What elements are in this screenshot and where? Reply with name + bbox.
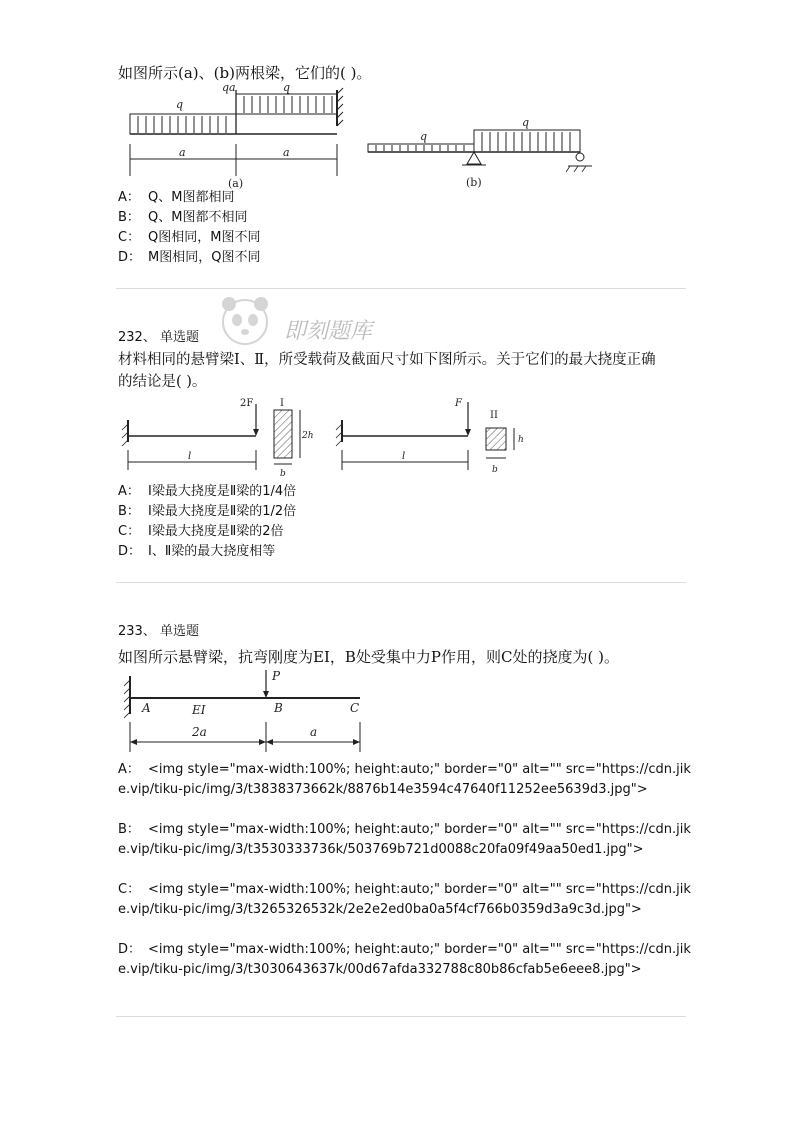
q233-c-label: C	[350, 701, 360, 715]
option-text: Q图相同，M图不同	[148, 230, 261, 245]
option-key: A：	[118, 762, 140, 777]
q233-dim2: a	[310, 725, 318, 739]
q231-b-q-left-label: q	[420, 130, 428, 143]
q232-b2: b	[492, 465, 498, 475]
q231-option-b[interactable]	[118, 208, 247, 228]
q231-a-caption: (a)	[228, 177, 244, 190]
option-key: B：	[118, 504, 140, 519]
q231-option-c[interactable]	[118, 228, 260, 248]
option-text: <img style="max-width:100%; height:auto;" border="0" alt="" src="https://cdn.jike.vip/tiku-pic/img/3/t3265326532k/2e2e2ed0ba0a5f4cf766b0359d3a9c3d.jpg">	[118, 882, 691, 917]
q232-sec1: I	[280, 398, 284, 409]
q231-b-q-right-label: q	[522, 116, 530, 129]
question-number: 233、	[118, 624, 156, 639]
q233-stem: 如图所示悬臂梁，抗弯刚度为EI，B处受集中力P作用，则C处的挠度为( )。	[118, 648, 619, 666]
option-text: <img style="max-width:100%; height:auto;" border="0" alt="" src="https://cdn.jike.vip/tiku-pic/img/3/t3838373662k/8876b14e3594c47640f11252ee5639d3.jpg">	[118, 762, 691, 797]
option-key: D：	[118, 544, 142, 559]
option-key: B：	[118, 822, 140, 837]
option-text: Ⅰ梁最大挠度是Ⅱ梁的1/4倍	[148, 484, 297, 499]
divider	[116, 582, 686, 583]
q232-option-c[interactable]	[118, 522, 284, 542]
q233-option-b[interactable]	[118, 820, 698, 860]
q232-b1: b	[280, 469, 286, 479]
q233-option-c[interactable]	[118, 880, 698, 920]
option-key: C：	[118, 230, 141, 245]
option-key: D：	[118, 250, 142, 265]
q231-a-q-right-label: q	[283, 81, 291, 94]
option-key: B：	[118, 210, 140, 225]
question-type: 单选题	[159, 330, 199, 345]
q231-stem: 如图所示(a)、(b)两根梁，它们的( )。	[118, 64, 372, 82]
q232-option-d[interactable]	[118, 542, 275, 562]
q233-header	[118, 620, 199, 639]
watermark	[215, 290, 275, 354]
q232-sec2: II	[490, 410, 498, 421]
q232-h2: h	[518, 435, 524, 445]
option-text: <img style="max-width:100%; height:auto;" border="0" alt="" src="https://cdn.jike.vip/tiku-pic/img/3/t3030643637k/00d67afda332788c80b86cfab5e6eee8.jpg">	[118, 942, 691, 977]
q231-a-dim-right: a	[283, 146, 290, 159]
q231-a-q-left-label: q	[176, 98, 184, 111]
option-text: Ⅰ、Ⅱ梁的最大挠度相等	[148, 544, 276, 559]
q232-header	[118, 326, 199, 345]
q232-option-a[interactable]	[118, 482, 296, 502]
q231-option-a[interactable]	[118, 188, 234, 208]
q233-ei-label: EI	[192, 703, 206, 717]
q232-figure	[118, 390, 538, 482]
q231-a-qa-label: qa	[222, 81, 236, 94]
option-key: A：	[118, 484, 140, 499]
divider	[116, 288, 686, 289]
q231-option-d[interactable]	[118, 248, 260, 268]
q232-option-b[interactable]	[118, 502, 296, 522]
option-key: C：	[118, 524, 141, 539]
question-number: 232、	[118, 330, 156, 345]
q233-dim1: 2a	[192, 725, 207, 739]
option-text: <img style="max-width:100%; height:auto;" border="0" alt="" src="https://cdn.jike.vip/tiku-pic/img/3/t3530333736k/503769b721d0088c20fa09f49aa50ed1.jpg">	[118, 822, 691, 857]
option-text: Q、M图都不相同	[148, 210, 248, 225]
q232-stem-line2: 的结论是( )。	[118, 374, 207, 390]
option-key: D：	[118, 942, 142, 957]
option-text: M图相同，Q图不同	[148, 250, 261, 265]
q233-option-a[interactable]	[118, 760, 698, 800]
q233-figure	[118, 666, 378, 756]
option-text: Ⅰ梁最大挠度是Ⅱ梁的2倍	[148, 524, 284, 539]
question-type: 单选题	[159, 624, 199, 639]
q232-load2: F	[455, 398, 462, 409]
q231-a-dim-left: a	[179, 146, 186, 159]
option-key: A：	[118, 190, 140, 205]
q232-len1: l	[188, 451, 192, 462]
q233-b-label: B	[274, 701, 283, 715]
q231-figure	[118, 80, 698, 192]
q232-len2: l	[402, 451, 406, 462]
q231-b-caption: (b)	[466, 176, 482, 189]
option-text: Q、M图都相同	[148, 190, 235, 205]
q233-a-label: A	[142, 701, 151, 715]
q232-h1: 2h	[302, 431, 314, 441]
q233-p-label: P	[272, 669, 281, 683]
panda-logo-icon	[215, 290, 275, 350]
option-key: C：	[118, 882, 141, 897]
q232-load1: 2F	[240, 398, 254, 409]
q233-option-d[interactable]	[118, 940, 698, 980]
watermark-text: 即刻题库	[284, 319, 373, 344]
divider	[116, 1016, 686, 1017]
q232-stem-line1: 材料相同的悬臂梁Ⅰ、Ⅱ，所受载荷及截面尺寸如下图所示。关于它们的最大挠度正确	[118, 352, 656, 368]
option-text: Ⅰ梁最大挠度是Ⅱ梁的1/2倍	[148, 504, 297, 519]
